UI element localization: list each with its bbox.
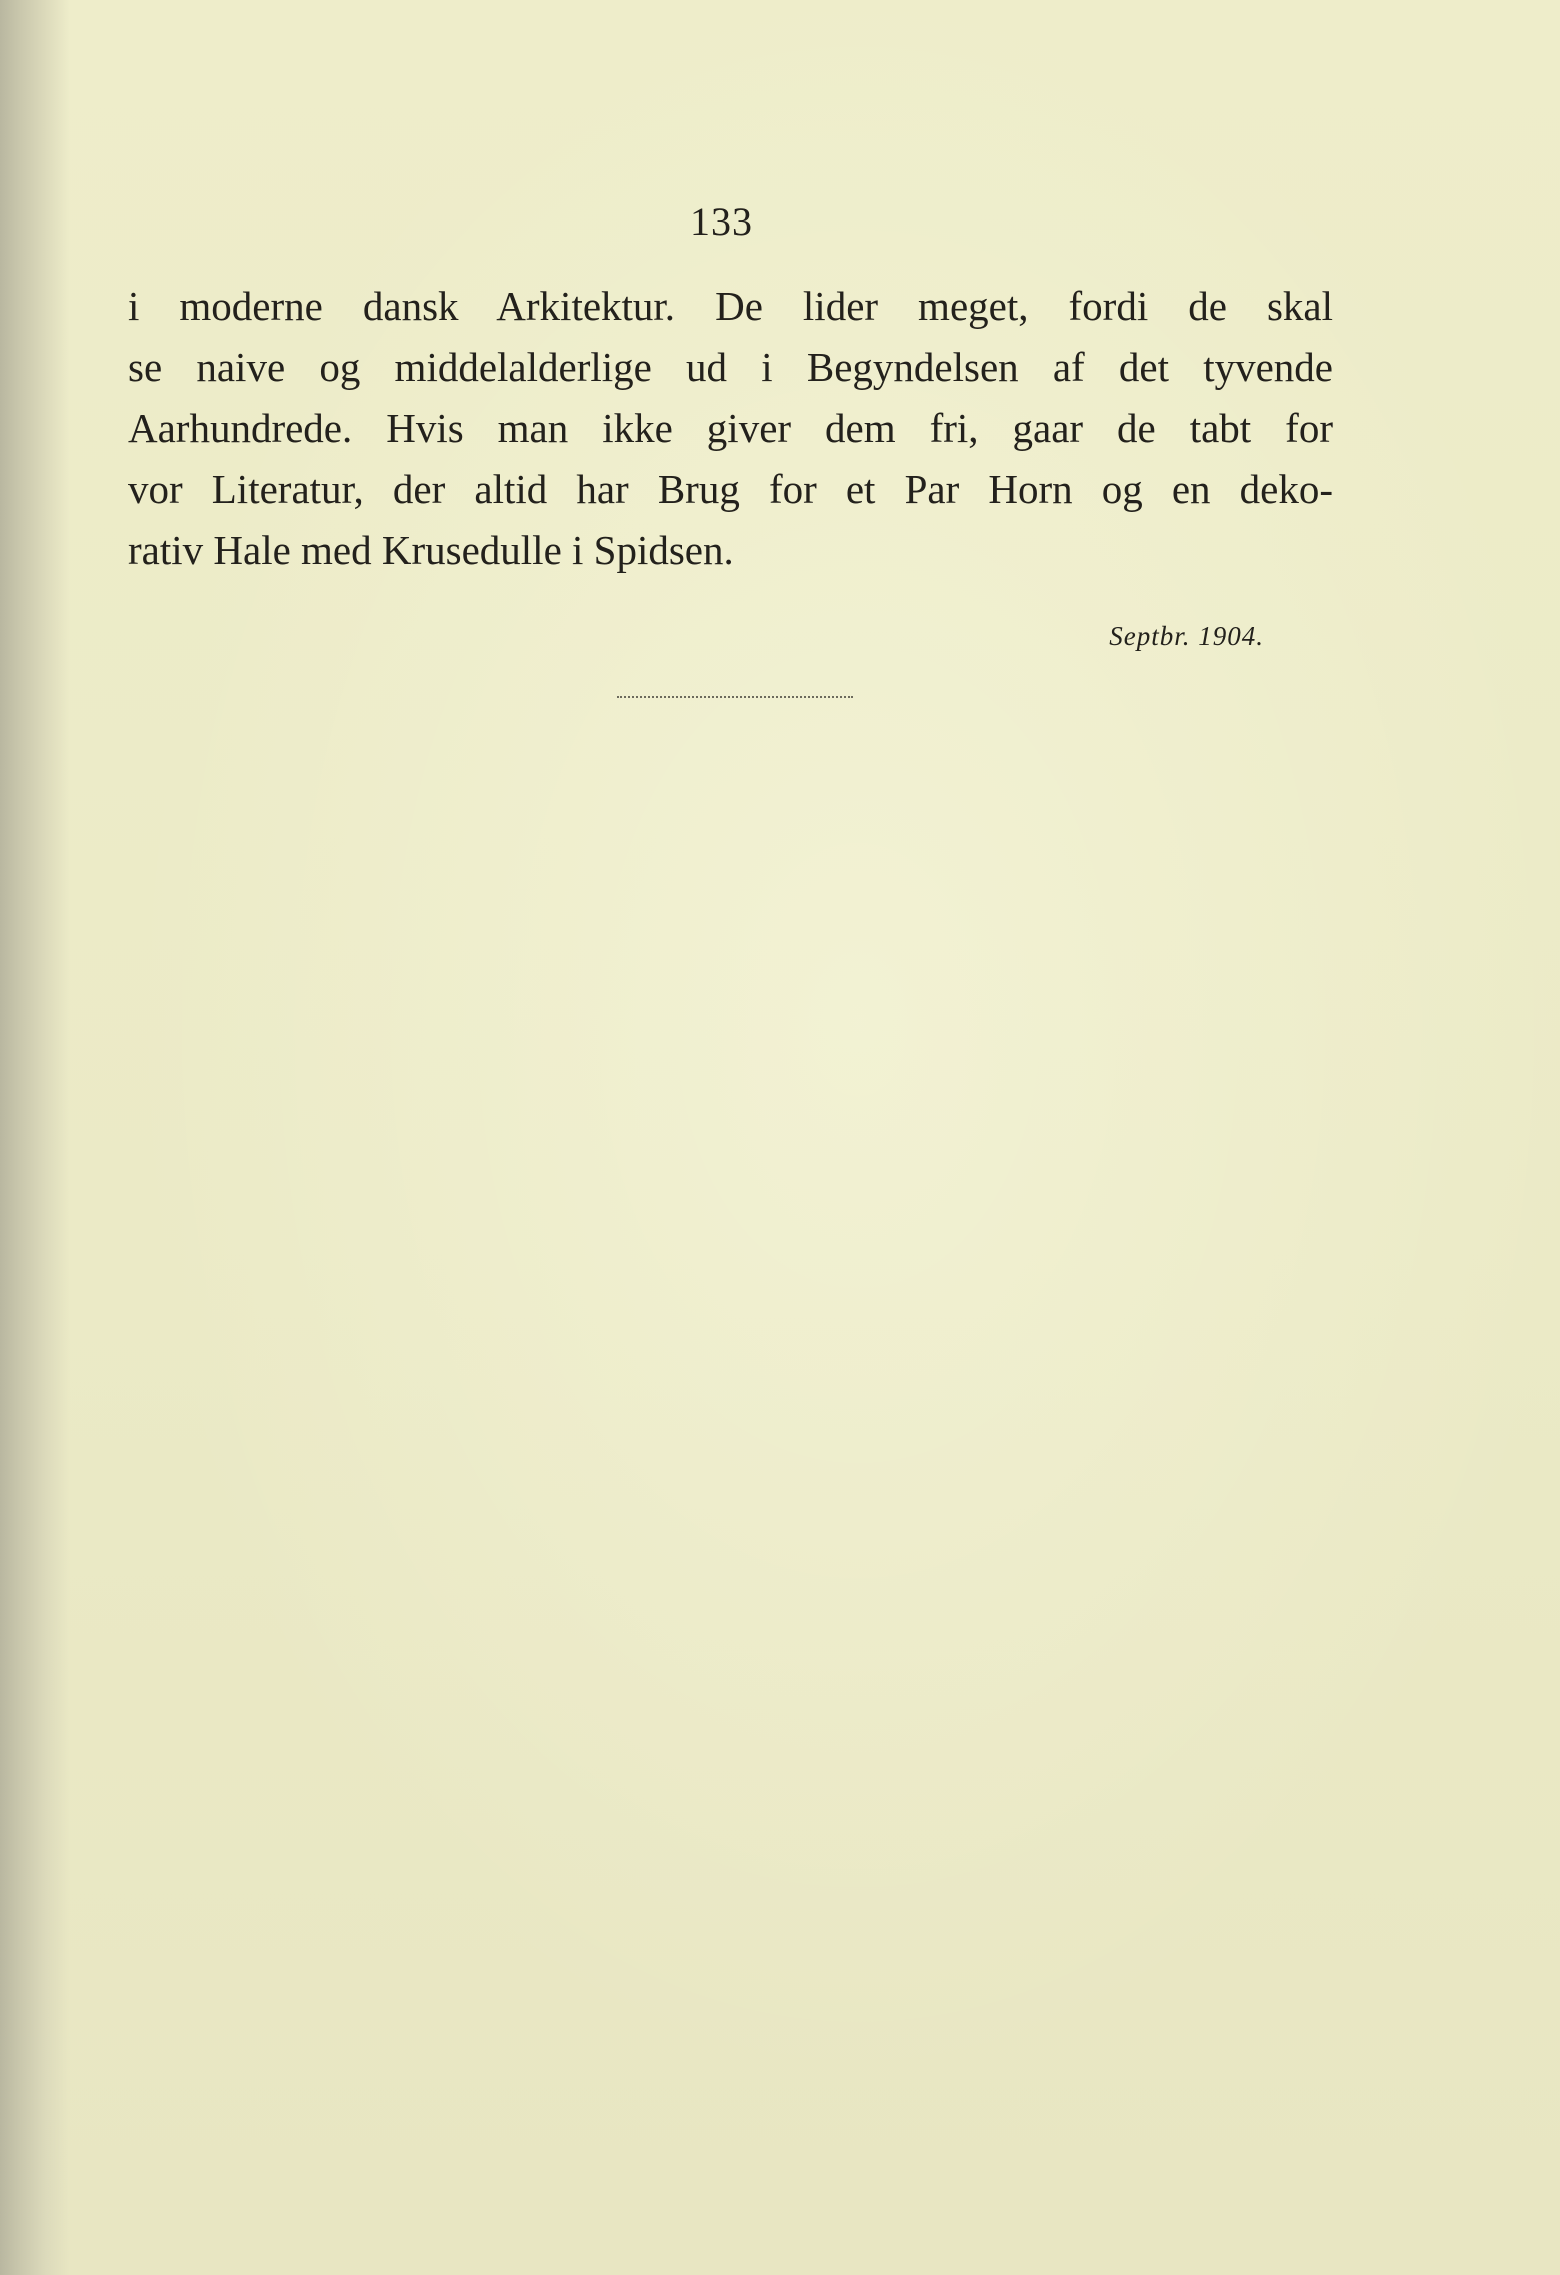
paragraph-line: i moderne dansk Arkitektur. De lider meget, fordi de skal: [128, 283, 1333, 329]
binding-shadow: [0, 0, 70, 2275]
date-signature: Septbr. 1904.: [1109, 621, 1264, 651]
paragraph-line: Aarhundrede. Hvis man ikke giver dem fri, gaar de tabt for: [128, 405, 1333, 451]
paragraph-line: vor Literatur, der altid har Brug for et Par Horn og en deko-: [128, 466, 1333, 512]
section-end-rule: [617, 696, 853, 698]
page-number: 133: [690, 199, 753, 244]
paragraph-line: se naive og middelalderlige ud i Begyndelsen af det tyvende: [128, 344, 1333, 390]
paragraph: [128, 276, 1333, 581]
paragraph-line: rativ Hale med Krusedulle i Spidsen.: [128, 527, 734, 573]
